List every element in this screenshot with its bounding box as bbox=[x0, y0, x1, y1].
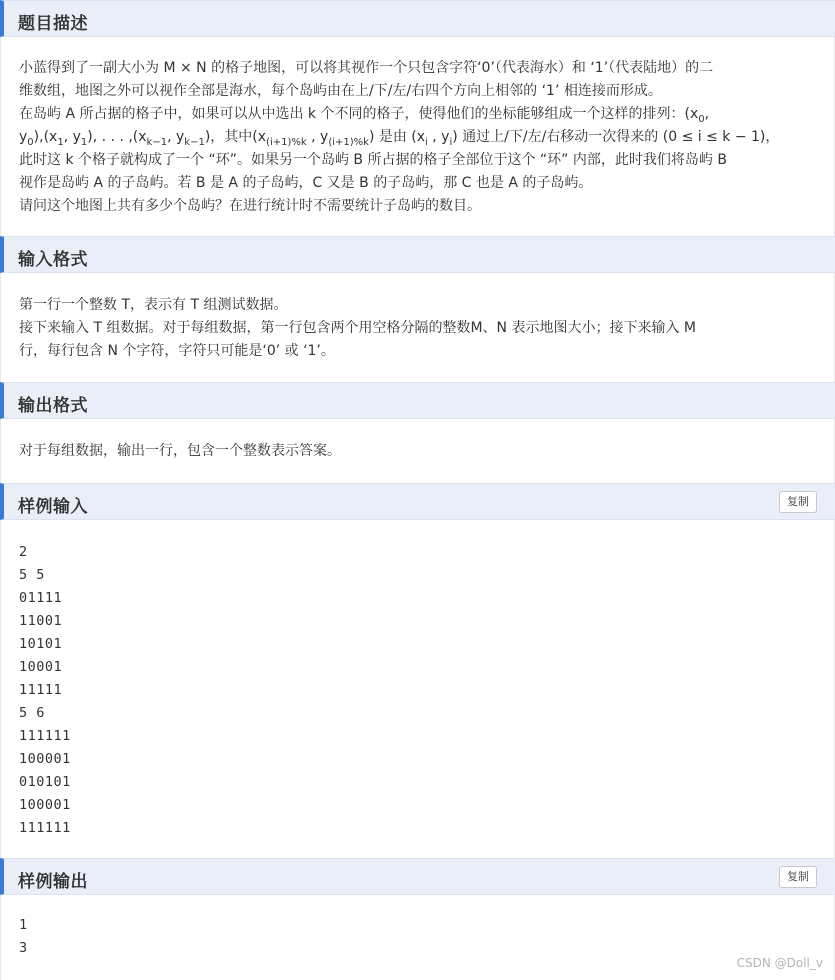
input-format-header bbox=[0, 236, 835, 273]
sample-input-line: 5 6 bbox=[19, 705, 45, 721]
sample-input-header bbox=[0, 483, 835, 520]
sample-output-line: 1 bbox=[19, 917, 28, 933]
sample-input-line: 100001 bbox=[19, 751, 71, 767]
description-line-5: 此时这 k 个格子就构成了一个 “环”。如果另一个岛屿 B 所占据的格子全部位于这个 “环” 内部，此时我们将岛屿 B bbox=[19, 152, 727, 168]
input-format-line-3: 行，每行包含 N 个字符，字符只可能是‘0’ 或 ‘1’。 bbox=[19, 343, 335, 359]
input-format-line-2: 接下来输入 T 组数据。对于每组数据，第一行包含两个用空格分隔的整数M、N 表示地图大小；接下来输入 M bbox=[19, 320, 696, 336]
sample-output-header bbox=[0, 858, 835, 895]
copy-sample-input-button[interactable]: 复制 bbox=[779, 491, 817, 513]
sample-input-line: 2 bbox=[19, 544, 28, 560]
sample-input-line: 5 5 bbox=[19, 567, 45, 583]
input-format-body bbox=[0, 273, 835, 382]
output-format-body bbox=[0, 419, 835, 483]
sample-input-line: 010101 bbox=[19, 774, 71, 790]
sample-output-title: 样例输出 bbox=[18, 872, 88, 892]
input-format-title: 输入格式 bbox=[18, 250, 88, 270]
sample-input-line: 11001 bbox=[19, 613, 63, 629]
description-line-6: 视作是岛屿 A 的子岛屿。若 B 是 A 的子岛屿，C 又是 B 的子岛屿，那 C 也是 A 的子岛屿。 bbox=[19, 175, 593, 191]
output-format-title: 输出格式 bbox=[18, 396, 88, 416]
description-line-2: 维数组，地图之外可以视作全部是海水，每个岛屿由在上/下/左/右四个方向上相邻的 ‘1’ 相连接而形成。 bbox=[19, 83, 662, 99]
sample-output-body bbox=[0, 895, 835, 980]
sample-input-line: 11111 bbox=[19, 682, 63, 698]
description-title: 题目描述 bbox=[18, 14, 88, 34]
sample-input-line: 111111 bbox=[19, 820, 71, 836]
sample-output-line: 3 bbox=[19, 940, 28, 956]
input-format-line-1: 第一行一个整数 T，表示有 T 组测试数据。 bbox=[19, 297, 288, 313]
sample-input-line: 111111 bbox=[19, 728, 71, 744]
sample-input-line: 100001 bbox=[19, 797, 71, 813]
sample-input-line: 10001 bbox=[19, 659, 63, 675]
watermark: CSDN @Doll_v bbox=[736, 956, 823, 970]
description-line-1: 小蓝得到了一副大小为 M × N 的格子地图，可以将其视作一个只包含字符‘0’（代表海水）和 ‘1’（代表陆地）的二 bbox=[19, 60, 714, 76]
description-header bbox=[0, 0, 835, 37]
sample-input-body bbox=[0, 520, 835, 858]
description-line-4: $y_0),(x_1$, $y_1$), . . . $,(x_{k-1}$, $y_{k-1}$)，其中($x_{(i+1)\%k}$ , $y_{(i+1)\%k}$) 是由 ($x_i$ , $y_i$) 通过上/下/左/右移动一次得来的 (0 ≤ i ≤ k − 1)， bbox=[19, 129, 780, 148]
sample-input-title: 样例输入 bbox=[18, 497, 88, 517]
description-line-3: 在岛屿 A 所占据的格子中，如果可以从中选出 k 个不同的格子，使得他们的坐标能够组成一个这样的排列：($x_0$, bbox=[19, 106, 710, 125]
output-format-line-1: 对于每组数据，输出一行，包含一个整数表示答案。 bbox=[19, 443, 341, 459]
sample-input-line: 01111 bbox=[19, 590, 63, 606]
description-line-7: 请问这个地图上共有多少个岛屿？在进行统计时不需要统计子岛屿的数目。 bbox=[19, 198, 481, 214]
description-body bbox=[0, 37, 835, 236]
copy-sample-output-button[interactable]: 复制 bbox=[779, 866, 817, 888]
output-format-header bbox=[0, 382, 835, 419]
sample-input-line: 10101 bbox=[19, 636, 63, 652]
